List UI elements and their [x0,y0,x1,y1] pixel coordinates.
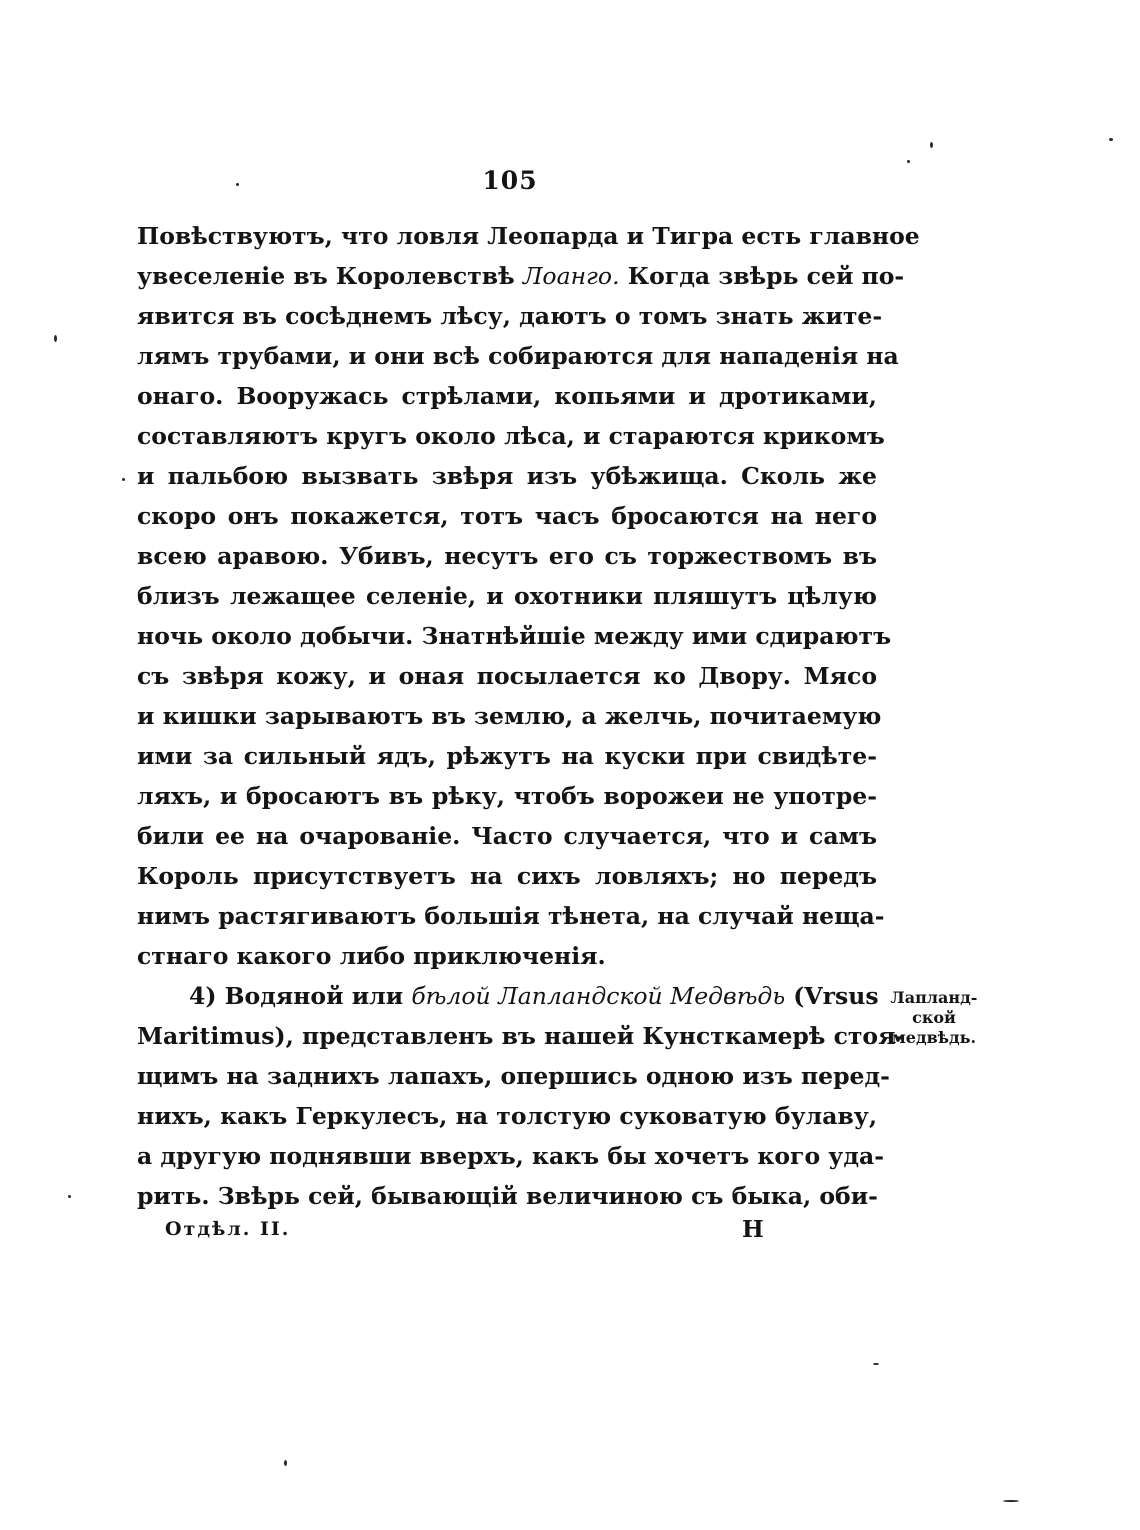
text-line: нихъ, какъ Геркулесъ, на толстую суковатую булаву, [137,1102,877,1130]
text-line: онаго. Вооружась стрѣлами, копьями и дротиками, [137,382,877,410]
species-name-italic: бѣлой Лапландской Медвѣдь [411,982,786,1010]
text-line: нимъ растягиваютъ большія тѣнета, на случай неща- [137,902,885,930]
text-segment: увеселеніе въ Королевствѣ [137,262,523,290]
text-line: ночь около добычи. Знатнѣйшіе между ими сдираютъ [137,622,892,650]
text-line: съ звѣря кожу, и оная посылается ко Двору. Мясо [137,662,877,690]
text-segment: (Vrsus [785,982,879,1010]
text-line: стнаго какого либо приключенія. [137,942,606,970]
place-name-loango: Лоанго. [522,262,620,290]
scan-speck [907,160,910,163]
text-line: а другую поднявши вверхъ, какъ бы хочетъ кого уда- [137,1142,884,1170]
text-line: скоро онъ покажется, тотъ часъ бросаются на него [137,502,877,530]
text-line: ими за сильный ядъ, рѣжутъ на куски при свидѣте- [137,742,877,770]
text-line: ляхъ, и бросаютъ въ рѣку, чтобъ ворожеи не употре- [137,782,877,810]
gathering-signature-letter: Н [742,1216,764,1243]
text-line: Король присутствуетъ на сихъ ловляхъ; но передъ [137,862,877,890]
text-line: били ее на очарованіе. Часто случается, что и самъ [137,822,877,850]
text-line: и пальбою вызвать звѣря изъ убѣжища. Сколь же [137,462,877,490]
scan-speck [122,478,125,481]
scan-speck [54,335,57,342]
margin-note-line: Лапланд- [890,988,978,1007]
text-line [137,976,877,1016]
text-line: и кишки зарываютъ въ землю, а желчь, почитаемую [137,702,882,730]
text-line: близъ лежащее селеніе, и охотники пляшутъ цѣлую [137,582,877,610]
page-number: 105 [482,166,538,195]
margin-note-line: ской [912,1008,956,1027]
scan-speck [68,1195,71,1198]
text-line: Maritimus), представленъ въ нашей Кунсткамерѣ стоя- [137,1022,906,1050]
text-line: щимъ на заднихъ лапахъ, опершись одною изъ перед- [137,1062,890,1090]
text-line: явится въ сосѣднемъ лѣсу, даютъ о томъ знать жите- [137,302,883,330]
text-line: рить. Звѣрь сей, бывающій величиною съ быка, оби- [137,1182,878,1210]
text-segment: Когда звѣрь сей по- [619,262,905,290]
scan-speck [236,183,239,186]
text-line: лямъ трубами, и они всѣ собираются для нападенія на [137,342,899,370]
margin-note-line: медвѣдь. [891,1028,977,1047]
scan-speck [284,1460,287,1466]
scan-speck [930,142,933,148]
paragraph-polar-bear [137,976,906,1216]
text-line: Повѣствуютъ, что ловля Леопарда и Тигра есть главное [137,222,920,250]
scan-speck [1003,1500,1019,1502]
text-line: составляютъ кругъ около лѣса, и стараются крикомъ [137,422,885,450]
text-segment: 4) Водяной или [189,982,412,1010]
margin-note [886,988,982,1048]
scan-speck [873,1363,879,1365]
scan-speck [1109,138,1113,141]
text-line: всею аравою. Убивъ, несутъ его съ торжествомъ въ [137,542,877,570]
text-line [137,256,905,296]
section-signature: Отдѣл. II. [165,1218,291,1240]
paragraph-leopard-hunt [137,216,920,976]
